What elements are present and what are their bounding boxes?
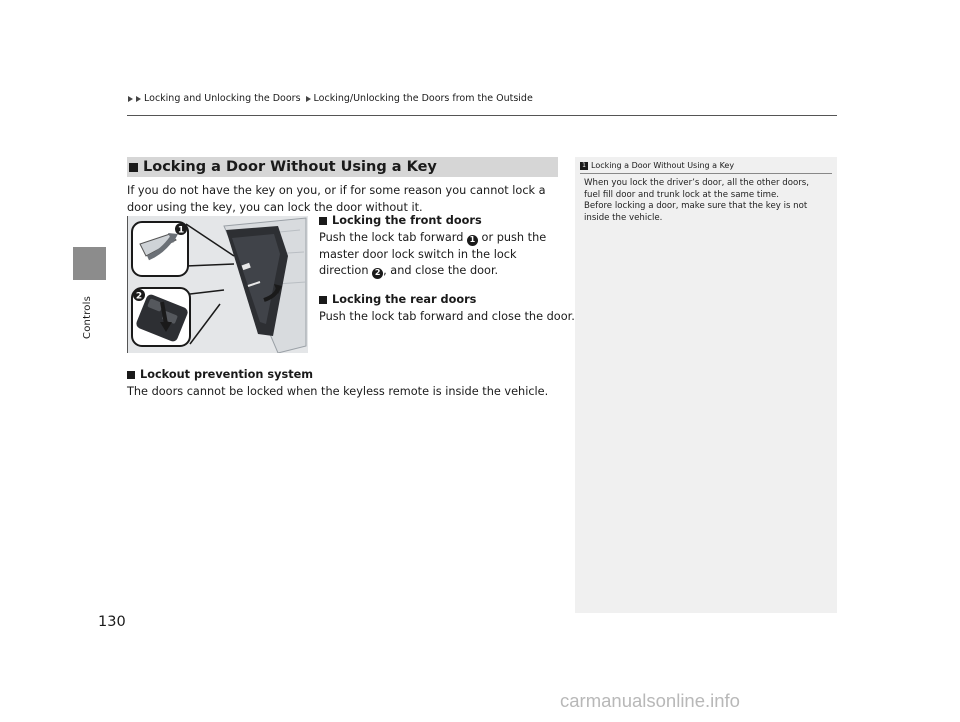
note-heading	[580, 161, 734, 170]
lockout-text: The doors cannot be locked when the keyless remote is inside the vehicle.	[127, 385, 549, 398]
header-divider	[127, 115, 837, 116]
breadcrumb	[128, 93, 536, 104]
page-number: 130	[98, 614, 126, 630]
heading-square-icon	[127, 371, 135, 379]
front-doors-heading-text: Locking the front doors	[332, 214, 482, 227]
side-tab-label: Controls	[82, 296, 93, 339]
breadcrumb-arrow-icon	[306, 96, 311, 102]
note-panel	[575, 157, 837, 613]
note-line: fuel fill door and trunk lock at the same time.	[584, 189, 780, 200]
rear-doors-heading	[319, 293, 476, 306]
section-square-icon	[129, 163, 138, 172]
intro-paragraph: If you do not have the key on you, or if for some reason you cannot lock a door using the key, you can lock the door without it.	[127, 184, 546, 214]
lockout-heading	[127, 368, 313, 381]
heading-square-icon	[319, 296, 327, 304]
section-title: Locking a Door Without Using a Key	[143, 159, 437, 175]
rear-doors-text: Push the lock tab forward and close the door.	[319, 310, 575, 323]
heading-square-icon	[319, 217, 327, 225]
note-divider	[580, 173, 832, 174]
note-title: Locking a Door Without Using a Key	[591, 161, 735, 170]
front-text-part: , and close the door.	[383, 264, 499, 277]
door-lock-illustration	[127, 216, 308, 353]
breadcrumb-arrow-icon	[136, 96, 141, 102]
note-line: Before locking a door, make sure that the key is not	[584, 201, 808, 212]
breadcrumb-item[interactable]: Locking/Unlocking the Doors from the Outside	[313, 93, 533, 104]
front-doors-text	[319, 230, 564, 280]
rear-doors-heading-text: Locking the rear doors	[332, 293, 477, 306]
section-heading-bar	[127, 157, 558, 177]
note-line: inside the vehicle.	[584, 212, 663, 223]
watermark: carmanualsonline.info	[560, 690, 740, 711]
step-badge-2: 2	[372, 268, 383, 279]
svg-text:2: 2	[135, 291, 143, 302]
breadcrumb-item[interactable]: Locking and Unlocking the Doors	[144, 93, 301, 104]
svg-text:1: 1	[177, 225, 185, 236]
breadcrumb-arrow-icon	[128, 96, 133, 102]
front-text-part: Push the lock tab forward	[319, 231, 467, 244]
front-doors-heading	[319, 214, 482, 227]
step-badge-1: 1	[467, 235, 478, 246]
lockout-heading-text: Lockout prevention system	[140, 368, 314, 381]
note-body	[584, 178, 834, 224]
note-line: When you lock the driver’s door, all the other doors,	[584, 178, 809, 188]
front-text-part: or push the master door lock switch in the lock direction	[319, 231, 547, 277]
note-badge: 1	[580, 162, 588, 170]
side-tab-marker	[73, 247, 106, 280]
